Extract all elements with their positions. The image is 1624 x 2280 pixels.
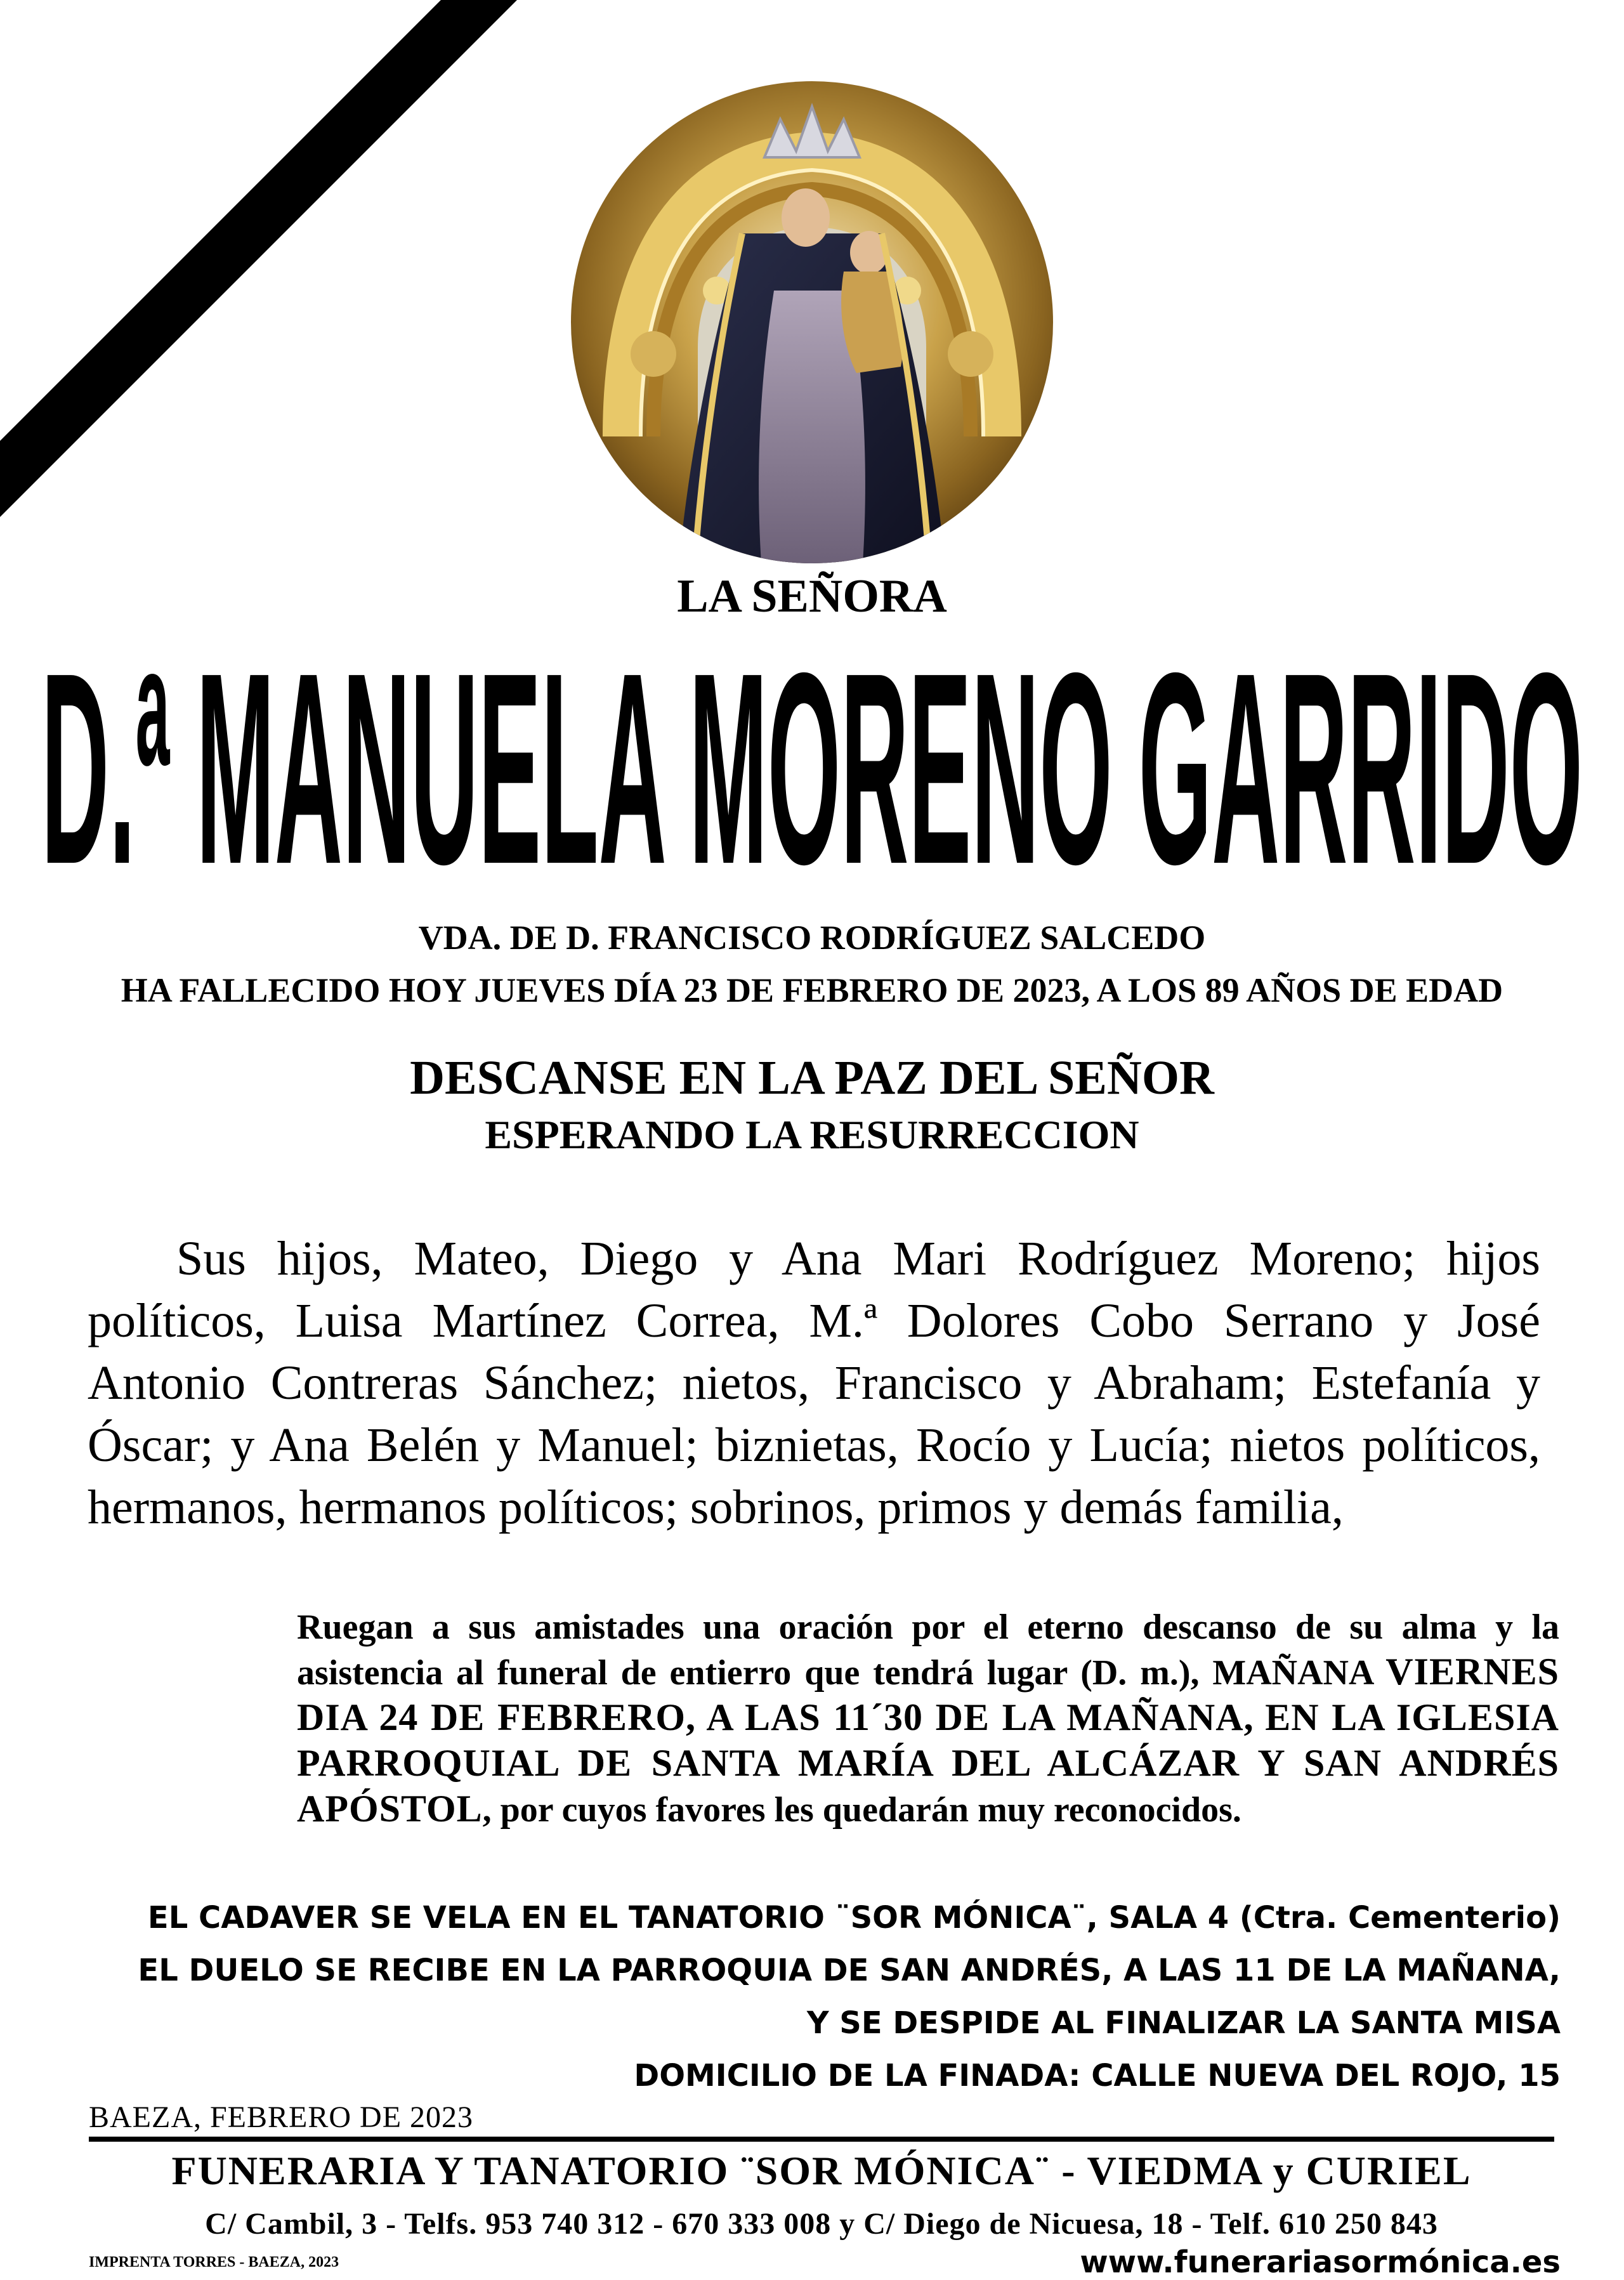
death-date-line: HA FALLECIDO HOY JUEVES DÍA 23 DE FEBRERO DE 2023, A LOS 89 AÑOS DE EDAD [121,971,1503,1009]
family-paragraph: Sus hijos, Mateo, Diego y Ana Mari Rodríguez Moreno; hijos políticos, Luisa Martínez Correa, M.ª Dolores Cobo Serrano y José Antonio Contreras Sánchez; nietos, Francisco y Abraham; Estefanía y Óscar; y Ana Belén y Manuel; biznietas, Rocío y Lucía; nietos políticos, hermanos, hermanos políticos; sobrinos, primos y demás familia, [88,1232,1540,1534]
funeral-home-address: C/ Cambil, 3 - Telfs. 953 740 312 - 670 333 008 y C/ Diego de Nicuesa, 18 - Telf. 610 250 843 [205,2207,1438,2241]
deceased-name-text: D.ª MANUELA MORENO GARRIDO [41,653,1583,907]
farewell-info: Y SE DESPIDE AL FINALIZAR LA SANTA MISA [806,2005,1561,2041]
funeral-request-paragraph [297,1605,1559,1832]
request-text-1: Ruegan a sus amistades una oración por el eterno descanso de su alma y la asistencia al funeral de entierro que tendrá lugar (D. m.), MAÑANA [297,1608,1559,1693]
website-link[interactable]: www.funerariasormónica.es [1080,2244,1561,2280]
virgin-and-child-image [571,81,1053,563]
request-closing: , por cuyos favores les quedarán muy reconocidos. [482,1790,1241,1830]
footer-divider [89,2137,1554,2142]
spouse-line: VDA. DE D. FRANCISCO RODRÍGUEZ SALCEDO [418,919,1206,957]
prayer-line-1: DESCANSE EN LA PAZ DEL SEÑOR [410,1051,1214,1104]
pre-title: LA SEÑORA [677,570,947,622]
printer-credit: IMPRENTA TORRES - BAEZA, 2023 [89,2254,339,2270]
prayer-line-2: ESPERANDO LA RESURRECCION [485,1112,1139,1157]
home-address-info: DOMICILIO DE LA FINADA: CALLE NUEVA DEL ROJO, 15 [634,2058,1561,2093]
deceased-name [38,653,1586,907]
mourning-band [0,0,520,520]
wake-info: EL CADAVER SE VELA EN EL TANATORIO ¨SOR MÓNICA¨, SALA 4 (Ctra. Cementerio) [147,1900,1561,1936]
request-church: EN LA IGLESIA PARROQUIAL DE SANTA MARÍA DEL ALCÁZAR Y SAN ANDRÉS APÓSTOL [297,1696,1560,1830]
place-date: BAEZA, FEBRERO DE 2023 [89,2100,474,2134]
mourning-info: EL DUELO SE RECIBE EN LA PARROQUIA DE SAN ANDRÉS, A LAS 11 DE LA MAÑANA, [138,1953,1561,1988]
funeral-home-name: FUNERARIA Y TANATORIO ¨SOR MÓNICA¨ - VIEDMA y CURIEL [171,2148,1472,2193]
request-date-time: VIERNES DIA 24 DE FEBRERO, A LAS 11´30 DE LA MAÑANA, [297,1651,1560,1738]
